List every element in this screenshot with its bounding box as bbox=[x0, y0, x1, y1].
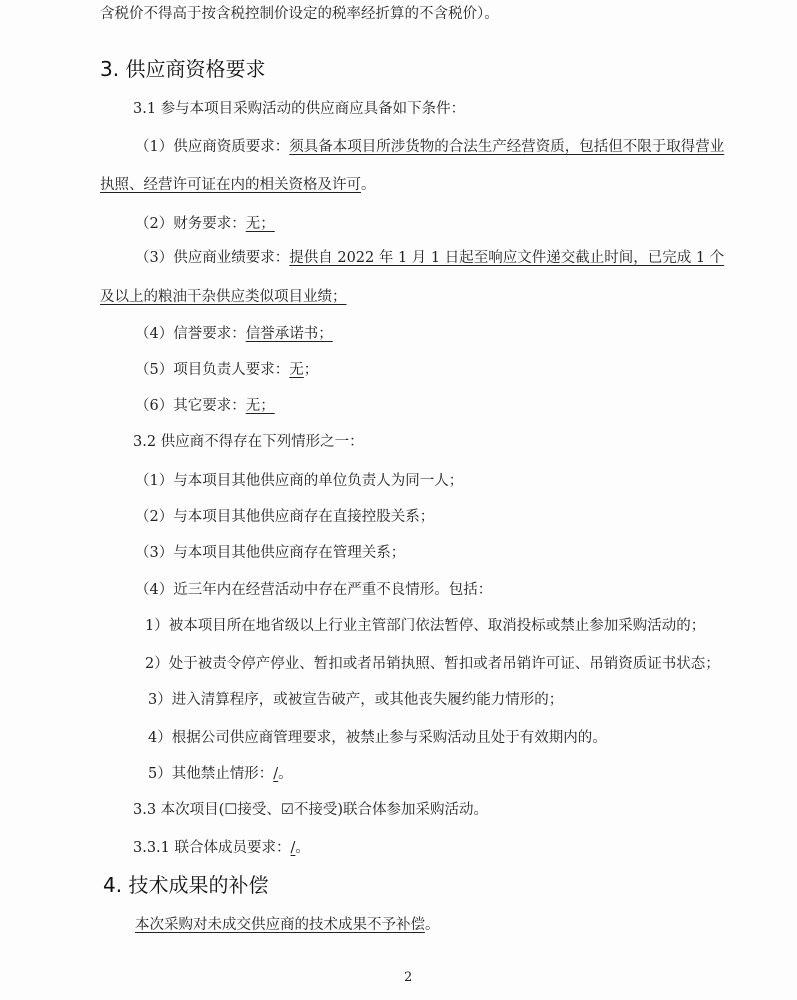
punct: 。 bbox=[278, 766, 293, 782]
requirement-2 bbox=[135, 214, 275, 234]
requirement-3 bbox=[135, 248, 724, 268]
label: （3）供应商业绩要求： bbox=[135, 250, 290, 266]
text-line: 4）根据公司供应商管理要求，被禁止参与采购活动且处于有效期内的。 bbox=[148, 730, 607, 746]
value: 及以上的粮油干杂供应类似项目业绩； bbox=[100, 289, 347, 305]
value: / bbox=[273, 766, 279, 782]
label: （1）供应商资质要求： bbox=[135, 139, 290, 155]
page-number: 2 bbox=[404, 970, 413, 985]
punct: 。 bbox=[361, 177, 376, 193]
punct: 。 bbox=[295, 840, 310, 856]
requirement-5 bbox=[135, 360, 318, 380]
punct: ； bbox=[303, 362, 319, 378]
label: （2）财务要求： bbox=[135, 216, 246, 232]
text-line: （4）近三年内在经营活动中存在严重不良情形。包括： bbox=[135, 582, 493, 598]
text-line bbox=[148, 764, 293, 784]
value: 须具备本项目所涉货物的合法生产经营资质，包括但不限于取得营业 bbox=[289, 139, 725, 155]
text-line: 2）处于被责令停产停业、暂扣或者吊销执照、暂扣或者吊销许可证、吊销资质证书状态； bbox=[145, 656, 720, 672]
text-line bbox=[135, 915, 440, 935]
value: 无 bbox=[289, 362, 304, 378]
value: 提供自 2022 年 1 月 1 日起至响应文件递交截止时间，已完成 1 个 bbox=[289, 250, 725, 266]
text-line: 3）进入清算程序，或被宣告破产，或其他丧失履约能力情形的； bbox=[148, 692, 564, 708]
section-heading-3: 3. 供应商资格要求 bbox=[100, 57, 266, 81]
text-line: 3.3 本次项目(☐接受、☑不接受)联合体参加采购活动。 bbox=[133, 802, 488, 818]
label: （4）信誉要求： bbox=[135, 326, 246, 342]
label: （5）项目负责人要求： bbox=[135, 362, 290, 378]
requirement-1 bbox=[135, 137, 724, 157]
value: 无； bbox=[245, 398, 275, 414]
section-heading-4: 4. 技术成果的补偿 bbox=[103, 873, 269, 897]
value: / bbox=[290, 840, 296, 856]
label: 3.3.1 联合体成员要求： bbox=[133, 840, 291, 856]
punct: 。 bbox=[425, 917, 440, 933]
requirement-6 bbox=[135, 396, 275, 416]
text-line: 3.1 参与本项目采购活动的供应商应具备如下条件： bbox=[133, 101, 466, 117]
text-line: （3）与本项目其他供应商存在管理关系； bbox=[135, 545, 406, 561]
text-line: 1）被本项目所在地省级以上行业主管部门依法暂停、取消投标或禁止参加采购活动的； bbox=[145, 618, 706, 634]
label: 5）其他禁止情形： bbox=[148, 766, 274, 782]
label: （6）其它要求： bbox=[135, 398, 246, 414]
text-line bbox=[133, 838, 310, 858]
text-line: （1）与本项目其他供应商的单位负责人为同一人； bbox=[135, 473, 464, 489]
text-line: 含税价不得高于按含税控制价设定的税率经折算的不含税价）。 bbox=[100, 6, 499, 22]
text-line: 3.2 供应商不得存在下列情形之一： bbox=[133, 434, 364, 450]
requirement-4 bbox=[135, 324, 333, 344]
value: 信誉承诺书； bbox=[245, 326, 333, 342]
value: 执照、经营许可证在内的相关资格及许可 bbox=[100, 177, 361, 193]
value: 无； bbox=[245, 216, 275, 232]
text-line bbox=[100, 175, 376, 195]
text-line: （2）与本项目其他供应商存在直接控股关系； bbox=[135, 509, 435, 525]
value: 本次采购对未成交供应商的技术成果不予补偿 bbox=[135, 917, 425, 933]
text-line bbox=[100, 287, 347, 307]
